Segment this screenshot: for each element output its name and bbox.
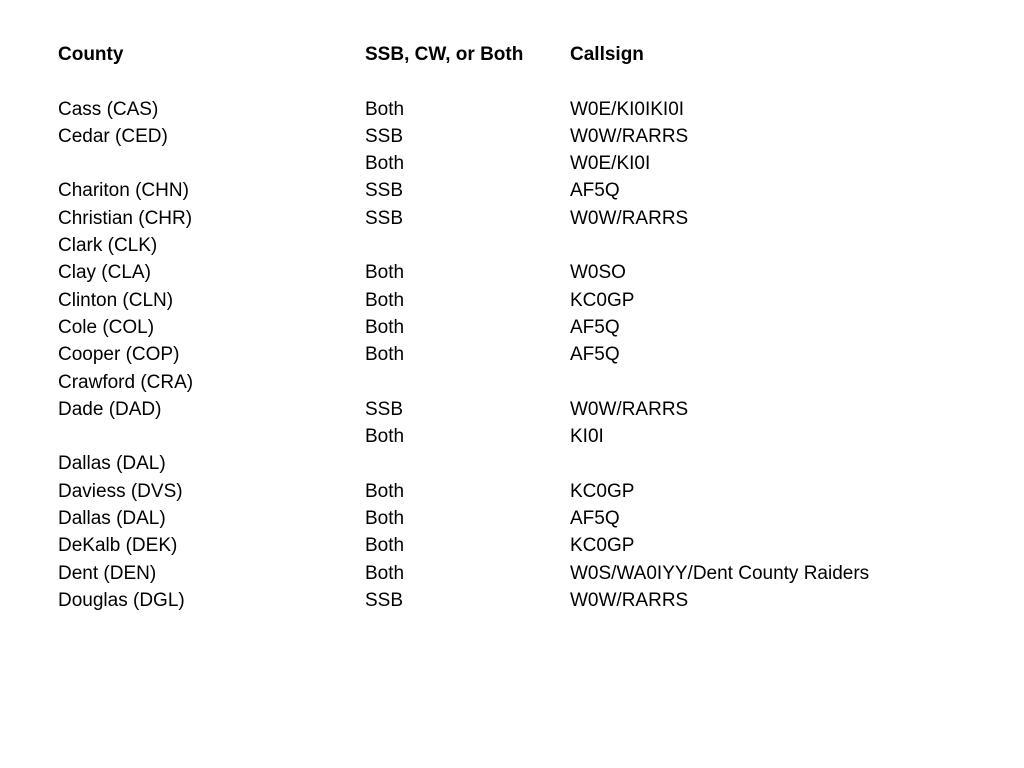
county-cell: Cooper (COP): [58, 344, 180, 366]
mode-cell: SSB: [365, 398, 404, 420]
callsign-cell: W0E/KI0I: [570, 153, 651, 175]
mode-cell: [365, 450, 570, 477]
table-row: [58, 150, 970, 177]
mode-cell: Both: [365, 535, 405, 557]
county-cell: Crawford (CRA): [58, 371, 194, 393]
mode-cell: SSB: [365, 125, 404, 147]
county-cell: Clay (CLA): [58, 262, 151, 284]
header-spacer: [58, 68, 970, 95]
county-cell: Clark (CLK): [58, 235, 158, 257]
table-row: [58, 287, 970, 314]
mode-cell: Both: [365, 98, 405, 120]
mode-cell: Both: [365, 508, 405, 530]
header-mode: SSB, CW, or Both: [365, 44, 524, 65]
table-row: [58, 396, 970, 423]
table-row: [58, 560, 970, 587]
callsign-cell: W0E/KI0IKI0I: [570, 98, 685, 120]
county-cell: Cass (CAS): [58, 98, 159, 120]
header-callsign: Callsign: [570, 44, 644, 65]
callsign-cell: KI0I: [570, 426, 604, 448]
callsign-cell: W0S/WA0IYY/Dent County Raiders: [570, 562, 870, 584]
table-header-row: [58, 41, 970, 68]
mode-cell: Both: [365, 316, 405, 338]
table-row: [58, 587, 970, 614]
mode-cell: Both: [365, 426, 405, 448]
table-row: [58, 123, 970, 150]
callsign-cell: W0SO: [570, 262, 626, 284]
callsign-cell: [570, 369, 970, 396]
county-cell: Dade (DAD): [58, 398, 162, 420]
county-cell: Dallas (DAL): [58, 508, 166, 530]
table-row: [58, 369, 970, 396]
callsign-cell: KC0GP: [570, 535, 635, 557]
mode-cell: Both: [365, 344, 405, 366]
callsign-cell: KC0GP: [570, 480, 635, 502]
callsign-cell: AF5Q: [570, 344, 620, 366]
callsign-cell: [570, 232, 970, 259]
county-cell: Clinton (CLN): [58, 289, 174, 311]
county-cell: Dallas (DAL): [58, 453, 166, 475]
mode-cell: SSB: [365, 207, 404, 229]
callsign-cell: W0W/RARRS: [570, 207, 689, 229]
county-cell: Daviess (DVS): [58, 480, 183, 502]
table-row: [58, 259, 970, 286]
county-table: [58, 41, 970, 614]
county-cell: Cole (COL): [58, 316, 155, 338]
callsign-cell: W0W/RARRS: [570, 589, 689, 611]
county-cell: Douglas (DGL): [58, 589, 185, 611]
county-cell: Dent (DEN): [58, 562, 157, 584]
county-cell: Cedar (CED): [58, 125, 168, 147]
mode-cell: Both: [365, 480, 405, 502]
table-row: [58, 450, 970, 477]
county-cell: Chariton (CHN): [58, 180, 189, 202]
mode-cell: SSB: [365, 589, 404, 611]
callsign-cell: KC0GP: [570, 289, 635, 311]
table-row: [58, 205, 970, 232]
table-row: [58, 177, 970, 204]
table-row: [58, 532, 970, 559]
callsign-cell: AF5Q: [570, 316, 620, 338]
table-row: [58, 96, 970, 123]
table-row: [58, 423, 970, 450]
callsign-cell: W0W/RARRS: [570, 398, 689, 420]
table-row: [58, 478, 970, 505]
mode-cell: Both: [365, 262, 405, 284]
county-cell: DeKalb (DEK): [58, 535, 178, 557]
mode-cell: Both: [365, 153, 405, 175]
callsign-cell: AF5Q: [570, 180, 620, 202]
callsign-cell: AF5Q: [570, 508, 620, 530]
mode-cell: [365, 232, 570, 259]
mode-cell: SSB: [365, 180, 404, 202]
table-row: [58, 505, 970, 532]
table-row: [58, 341, 970, 368]
county-cell: [58, 150, 365, 177]
callsign-cell: W0W/RARRS: [570, 125, 689, 147]
county-cell: [58, 423, 365, 450]
table-body: [58, 96, 970, 615]
county-cell: Christian (CHR): [58, 207, 193, 229]
table-row: [58, 232, 970, 259]
callsign-cell: [570, 450, 970, 477]
table-row: [58, 314, 970, 341]
header-county: County: [58, 44, 124, 65]
mode-cell: [365, 369, 570, 396]
mode-cell: Both: [365, 562, 405, 584]
mode-cell: Both: [365, 289, 405, 311]
